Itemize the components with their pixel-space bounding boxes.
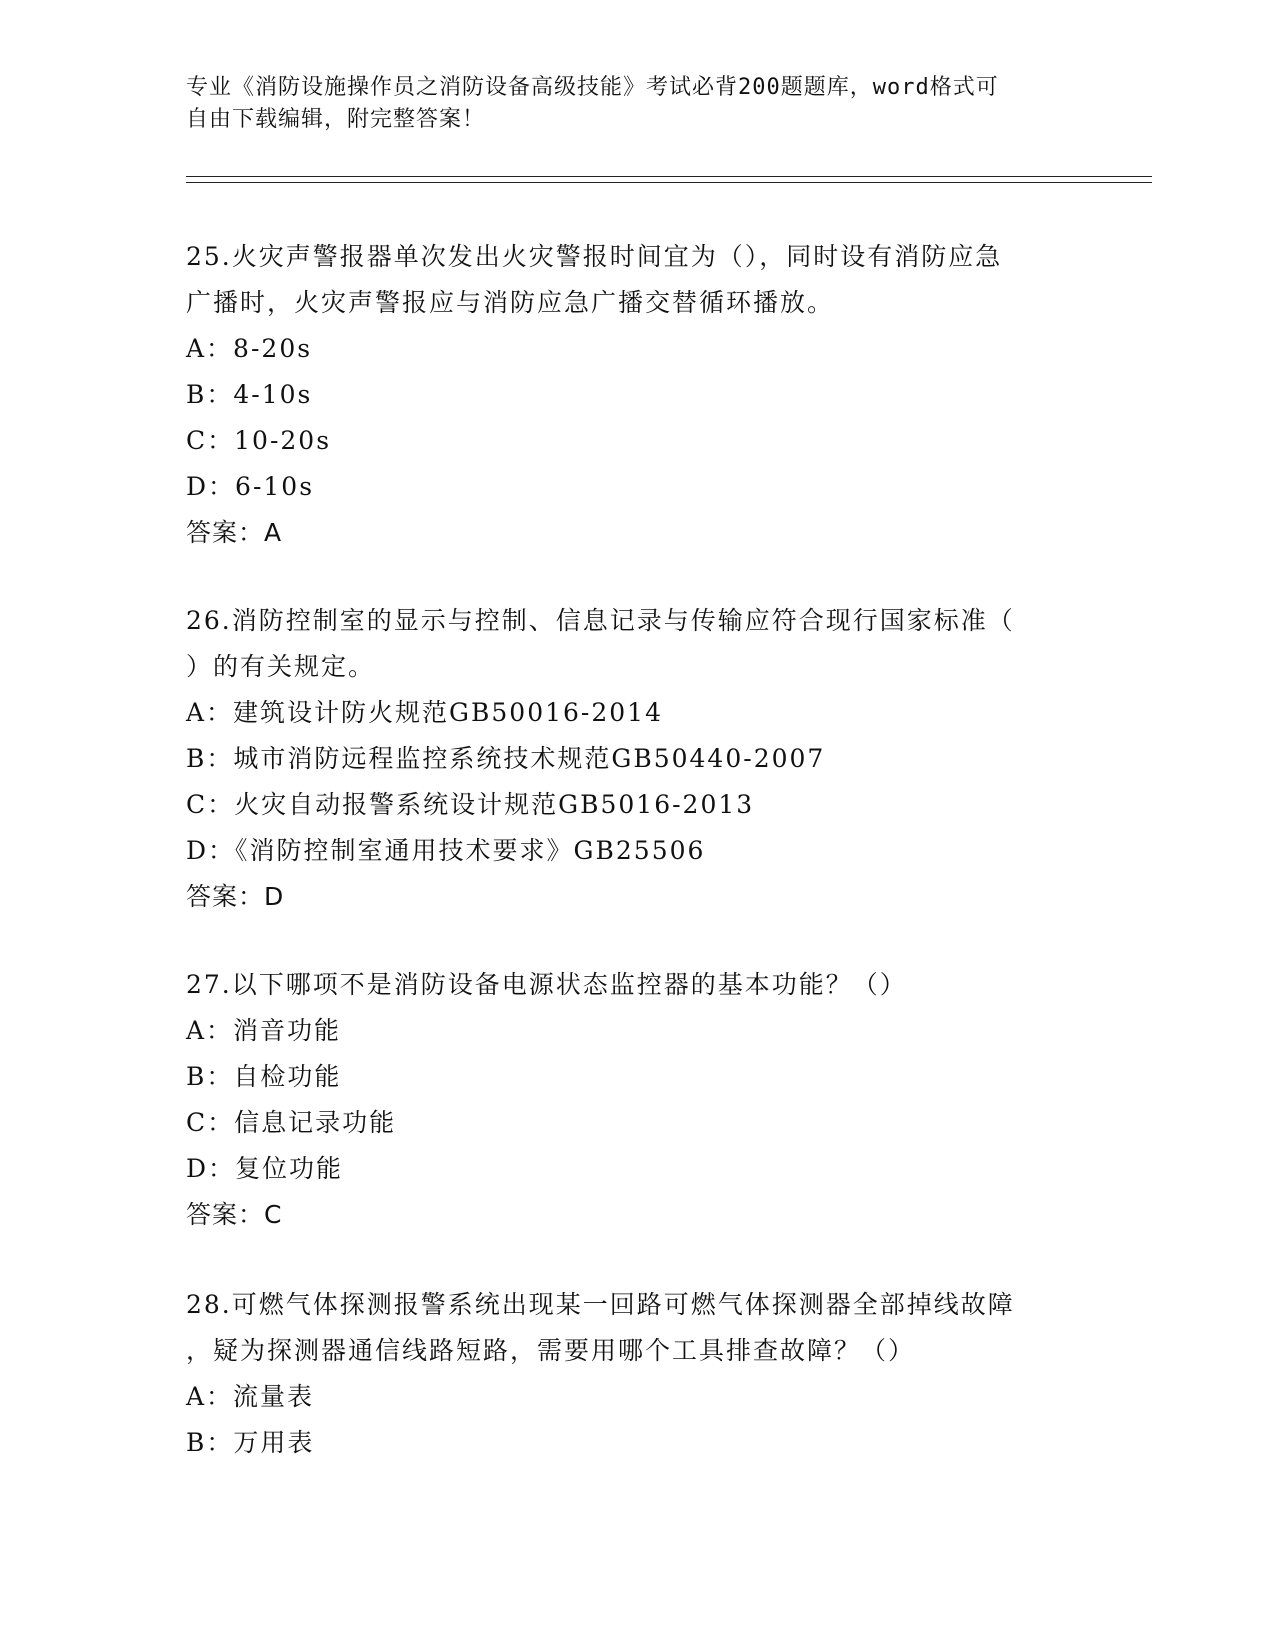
question-text-line: 28.可燃气体探测报警系统出现某一回路可燃气体探测器全部掉线故障 — [186, 1290, 1015, 1319]
header-line-2: 自由下载编辑，附完整答案！ — [186, 107, 486, 132]
question-25 — [186, 234, 1086, 556]
answer: 答案：C — [186, 1200, 283, 1229]
question-28 — [186, 1282, 1086, 1466]
option-a: A：消音功能 — [186, 1016, 342, 1045]
option-a: A：流量表 — [186, 1382, 315, 1411]
answer: 答案：A — [186, 518, 283, 547]
option-d: D：6-10s — [186, 472, 315, 501]
option-b: B：万用表 — [186, 1428, 315, 1457]
option-a: A：建筑设计防火规范GB50016-2014 — [186, 698, 663, 727]
answer: 答案：D — [186, 882, 285, 911]
option-d: D：复位功能 — [186, 1154, 344, 1183]
option-d: D：《消防控制室通用技术要求》GB25506 — [186, 836, 706, 865]
question-26 — [186, 598, 1086, 920]
option-b: B：4-10s — [186, 380, 313, 409]
header-line-1: 专业《消防设施操作员之消防设备高级技能》考试必背200题题库，word格式可 — [186, 75, 999, 100]
question-text-line: ，疑为探测器通信线路短路，需要用哪个工具排查故障？（） — [186, 1336, 916, 1365]
document-header — [186, 72, 1086, 136]
option-b: B：自检功能 — [186, 1062, 342, 1091]
question-text-line: 25.火灾声警报器单次发出火灾警报时间宜为（），同时设有消防应急 — [186, 242, 1003, 271]
question-text-line: 26.消防控制室的显示与控制、信息记录与传输应符合现行国家标准（ — [186, 606, 1015, 635]
question-text-line: 27.以下哪项不是消防设备电源状态监控器的基本功能？（） — [186, 970, 907, 999]
option-c: C：10-20s — [186, 426, 332, 455]
question-text-line: ）的有关规定。 — [186, 652, 376, 681]
option-a: A：8-20s — [186, 334, 313, 363]
header-divider-top — [186, 176, 1152, 177]
option-b: B：城市消防远程监控系统技术规范GB50440-2007 — [186, 744, 826, 773]
question-text-line: 广播时，火灾声警报应与消防应急广播交替循环播放。 — [186, 288, 835, 317]
option-c: C：火灾自动报警系统设计规范GB5016-2013 — [186, 790, 755, 819]
option-c: C：信息记录功能 — [186, 1108, 397, 1137]
header-divider-bottom — [186, 182, 1152, 183]
question-27 — [186, 962, 1086, 1238]
